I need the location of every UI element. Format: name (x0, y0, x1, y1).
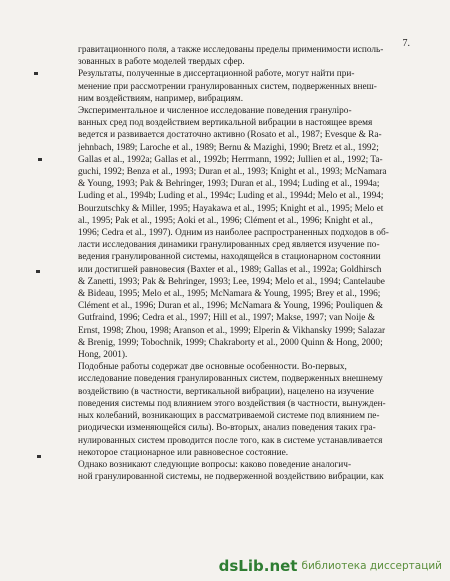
text-line: Результаты, полученные в диссертационной работе, могут найти при- (78, 69, 355, 80)
text-line: Подобные работы содержат две основные особенности. Во-первых, (78, 362, 347, 373)
text-line: 1996; Cedra et al., 1997). Одним из наиболее распространенных подходов в об- (78, 228, 389, 239)
text-line: нулированных систем проводится после того, как в системе устанавливается (78, 435, 383, 446)
text-line: Ernst, 1998; Zhou, 1998; Aranson et al., 1999; Elperin & Vikhansky 1999; Salazar (78, 325, 386, 336)
margin-mark (36, 270, 40, 273)
text-line: & Zanetti, 1993; Pak & Behringer, 1993; Lee, 1994; Melo et al., 1994; Cantelaube (78, 276, 385, 287)
text-line: зованных в работе моделей твердых сфер. (78, 57, 245, 68)
text-line: поведения системы под влиянием этого воздействия (в частности, вынужден- (78, 398, 386, 409)
text-line: guchi, 1992; Benza et al., 1993; Duran et al., 1993; Knight et al., 1993; McNamara (78, 167, 387, 178)
text-line: Gallas et al., 1992a; Gallas et al., 1992b; Herrmann, 1992; Jullien et al., 1992; Ta- (78, 154, 383, 165)
text-line: некоторое стационарное или равновесное состояние. (78, 447, 289, 458)
text-line: или достигшей равновесия (Baxter et al., 1989; Gallas et al., 1992a; Goldhirsch (78, 264, 382, 275)
text-line: риодически изменяющейся силы). Во-вторых, анализ поведения таких гра- (78, 423, 376, 434)
text-line: al., 1995; Pak et al., 1995; Aoki et al., 1996; Clément et al., 1996; Knight et al., (78, 215, 373, 226)
text-line: гравитационного поля, а также исследованы пределы применимости исполь- (78, 45, 384, 55)
margin-mark (38, 158, 42, 161)
text-line: Hong, 2001). (78, 350, 128, 361)
text-line: ной гранулированной системы, не подверженной воздействию вибрации, как (78, 472, 384, 483)
text-line: Clément et al., 1996; Duran et al., 1996; McNamara & Young, 1996; Pouliquen & (78, 301, 383, 312)
text-line: ним воздействиям, например, вибрациям. (78, 93, 244, 104)
margin-mark (34, 72, 38, 75)
text-line: ласти исследования динамики гранулированных сред является изучение по- (78, 240, 380, 251)
text-line: Luding et al., 1994b; Luding et al., 1994c; Luding et al., 1994d; Melo et al., 1994; (78, 191, 384, 202)
page-number: 7. (402, 38, 410, 49)
watermark-logo: dsLib.net (218, 557, 298, 575)
text-line: jehnbach, 1989; Laroche et al., 1989; Bernu & Mazighi, 1990; Bretz et al., 1992; (78, 142, 379, 153)
text-line: ведется и развивается достаточно активно (Rosato et al., 1987; Evesque & Ra- (78, 130, 382, 141)
text-line: ведения гранулированной системы, находящейся в стационарном состоянии (78, 252, 381, 263)
text-line: Однако возникают следующие вопросы: каково поведение аналогич- (78, 459, 352, 470)
margin-mark (37, 455, 41, 458)
text-line: Gutfraind, 1996; Cedra et al., 1997; Hill et al., 1997; Makse, 1997; van Noije & (78, 313, 375, 324)
text-line: ванных сред под воздействием вертикальной вибрации в настоящее время (78, 118, 373, 129)
text-line: исследование поведения гранулированных систем, подверженных внешнему (78, 374, 383, 385)
text-line: воздействию (в частности, вертикальной вибрации), нацелено на изучение (78, 386, 374, 397)
text-line: & Bideau, 1995; Melo et al., 1995; McNamara & Young, 1995; Brey et al., 1996; (78, 289, 381, 300)
watermark-subtitle: библиотека диссертаций (301, 560, 442, 572)
text-line: & Brenig, 1999; Tobochnik, 1999; Chakraborty et al., 2000 Quinn & Hong, 2000; (78, 337, 383, 348)
watermark (219, 557, 442, 575)
text-line: ных колебаний, возникающих в рассматриваемой системе под влиянием пе- (78, 411, 380, 422)
text-line: менение при рассмотрении гранулированных систем, подверженных внеш- (78, 81, 377, 92)
text-line: Bourzutschky & Miller, 1995; Hayakawa et al., 1995; Knight et al., 1995; Melo et (78, 203, 384, 214)
text-line: Экспериментальное и численное исследование поведения грануліро- (78, 106, 352, 117)
text-line: & Young, 1993; Pak & Behringer, 1993; Duran et al., 1994; Luding et al., 1994a; (78, 179, 380, 190)
body-text (78, 44, 418, 483)
